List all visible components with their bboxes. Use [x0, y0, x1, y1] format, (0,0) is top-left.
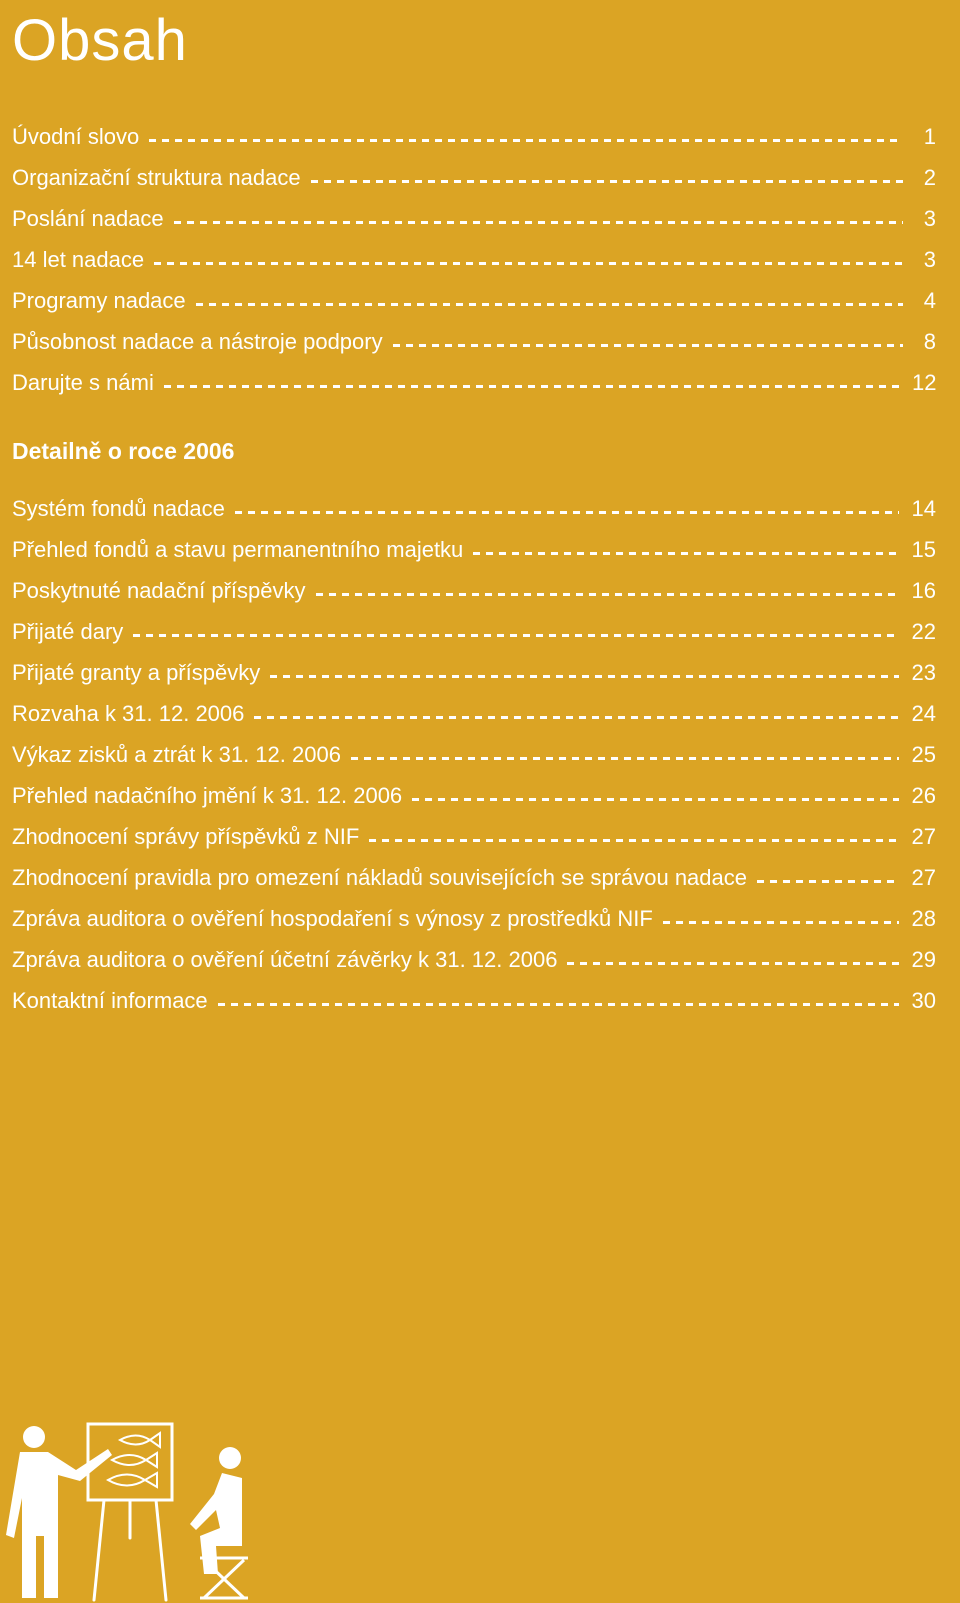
toc-row[interactable]: [12, 932, 960, 973]
dotted-leader: [254, 716, 899, 719]
toc-label: Zhodnocení pravidla pro omezení nákladů souvisejících se správou nadace: [12, 865, 748, 890]
toc-row[interactable]: [12, 891, 960, 932]
toc-label: Darujte s námi: [12, 370, 154, 395]
toc-label: Přehled fondů a stavu permanentního majetku: [12, 537, 464, 562]
dotted-leader: [174, 221, 903, 224]
toc-row[interactable]: [12, 273, 960, 314]
toc-page-number: 3: [923, 206, 936, 231]
toc-row[interactable]: [12, 809, 960, 850]
toc-row[interactable]: [12, 686, 960, 727]
toc-row[interactable]: [12, 150, 960, 191]
pupil-figure: [190, 1447, 242, 1574]
dotted-leader: [164, 385, 903, 388]
toc-label: Zpráva auditora o ověření hospodaření s výnosy z prostředků NIF: [12, 906, 653, 931]
toc-page-number: 28: [911, 906, 936, 931]
toc-label: Kontaktní informace: [12, 988, 208, 1013]
dotted-leader: [154, 262, 903, 265]
dotted-leader: [567, 962, 899, 965]
dotted-leader: [412, 798, 899, 801]
toc-page-number: 22: [911, 619, 936, 644]
toc-page-number: 26: [911, 783, 936, 808]
section-heading: Detailně o roce 2006: [12, 438, 235, 464]
toc-label: Zhodnocení správy příspěvků z NIF: [12, 824, 360, 849]
pupil-stool: [200, 1558, 248, 1598]
toc-page-number: 8: [923, 329, 936, 354]
dotted-leader: [351, 757, 899, 760]
toc-label: Zpráva auditora o ověření účetní závěrky k 31. 12. 2006: [12, 947, 558, 972]
dotted-leader: [218, 1003, 899, 1006]
toc-row[interactable]: [12, 563, 960, 604]
toc-label: Úvodní slovo: [12, 124, 140, 149]
toc-page-number: 27: [911, 865, 936, 890]
dotted-leader: [393, 344, 903, 347]
toc-page-number: 23: [911, 660, 936, 685]
dotted-leader: [369, 839, 899, 842]
toc-label: Přehled nadačního jmění k 31. 12. 2006: [12, 783, 403, 808]
toc-page-number: 24: [911, 701, 936, 726]
toc-row[interactable]: [12, 481, 960, 522]
dotted-leader: [149, 139, 903, 142]
toc-row[interactable]: [12, 355, 960, 396]
toc-label: Programy nadace: [12, 288, 186, 313]
toc-page-number: 27: [911, 824, 936, 849]
toc-row[interactable]: [12, 191, 960, 232]
toc-label: Výkaz zisků a ztrát k 31. 12. 2006: [12, 742, 341, 767]
toc-row[interactable]: [12, 645, 960, 686]
toc-row[interactable]: [12, 727, 960, 768]
toc-label: Poslání nadace: [12, 206, 164, 231]
toc-label: Organizační struktura nadace: [12, 165, 301, 190]
table-of-contents-main: [12, 109, 960, 396]
toc-page-number: 30: [911, 988, 936, 1013]
toc-row[interactable]: [12, 522, 960, 563]
fish-drawings: [108, 1433, 160, 1487]
table-of-contents-detail: [12, 481, 960, 1014]
toc-page-number: 4: [923, 288, 936, 313]
dotted-leader: [270, 675, 899, 678]
toc-label: Poskytnuté nadační příspěvky: [12, 578, 306, 603]
toc-page-number: 16: [911, 578, 936, 603]
toc-page-number: 15: [911, 537, 936, 562]
page-title: Obsah: [12, 8, 188, 73]
dotted-leader: [663, 921, 899, 924]
dotted-leader: [473, 552, 899, 555]
toc-label: Působnost nadace a nástroje podpory: [12, 329, 383, 354]
toc-label: Přijaté dary: [12, 619, 124, 644]
toc-label: Přijaté granty a příspěvky: [12, 660, 261, 685]
dotted-leader: [235, 511, 899, 514]
toc-page-number: 29: [911, 947, 936, 972]
toc-page-number: 25: [911, 742, 936, 767]
easel-board: [88, 1424, 172, 1600]
toc-row[interactable]: [12, 973, 960, 1014]
toc-row[interactable]: [12, 768, 960, 809]
dotted-leader: [311, 180, 903, 183]
teacher-pupil-fish-board-icon: [0, 1418, 260, 1603]
toc-page-number: 1: [923, 124, 936, 149]
toc-label: Rozvaha k 31. 12. 2006: [12, 701, 245, 726]
toc-row[interactable]: [12, 604, 960, 645]
toc-row[interactable]: [12, 232, 960, 273]
toc-row[interactable]: [12, 850, 960, 891]
toc-page-number: 3: [923, 247, 936, 272]
dotted-leader: [196, 303, 903, 306]
toc-page-number: 2: [923, 165, 936, 190]
toc-row[interactable]: [12, 109, 960, 150]
toc-row[interactable]: [12, 314, 960, 355]
toc-page-number: 14: [911, 496, 936, 521]
toc-label: Systém fondů nadace: [12, 496, 225, 521]
dotted-leader: [133, 634, 899, 637]
dotted-leader: [316, 593, 900, 596]
dotted-leader: [757, 880, 899, 883]
toc-page-number: 12: [912, 370, 937, 395]
toc-label: 14 let nadace: [12, 247, 145, 272]
